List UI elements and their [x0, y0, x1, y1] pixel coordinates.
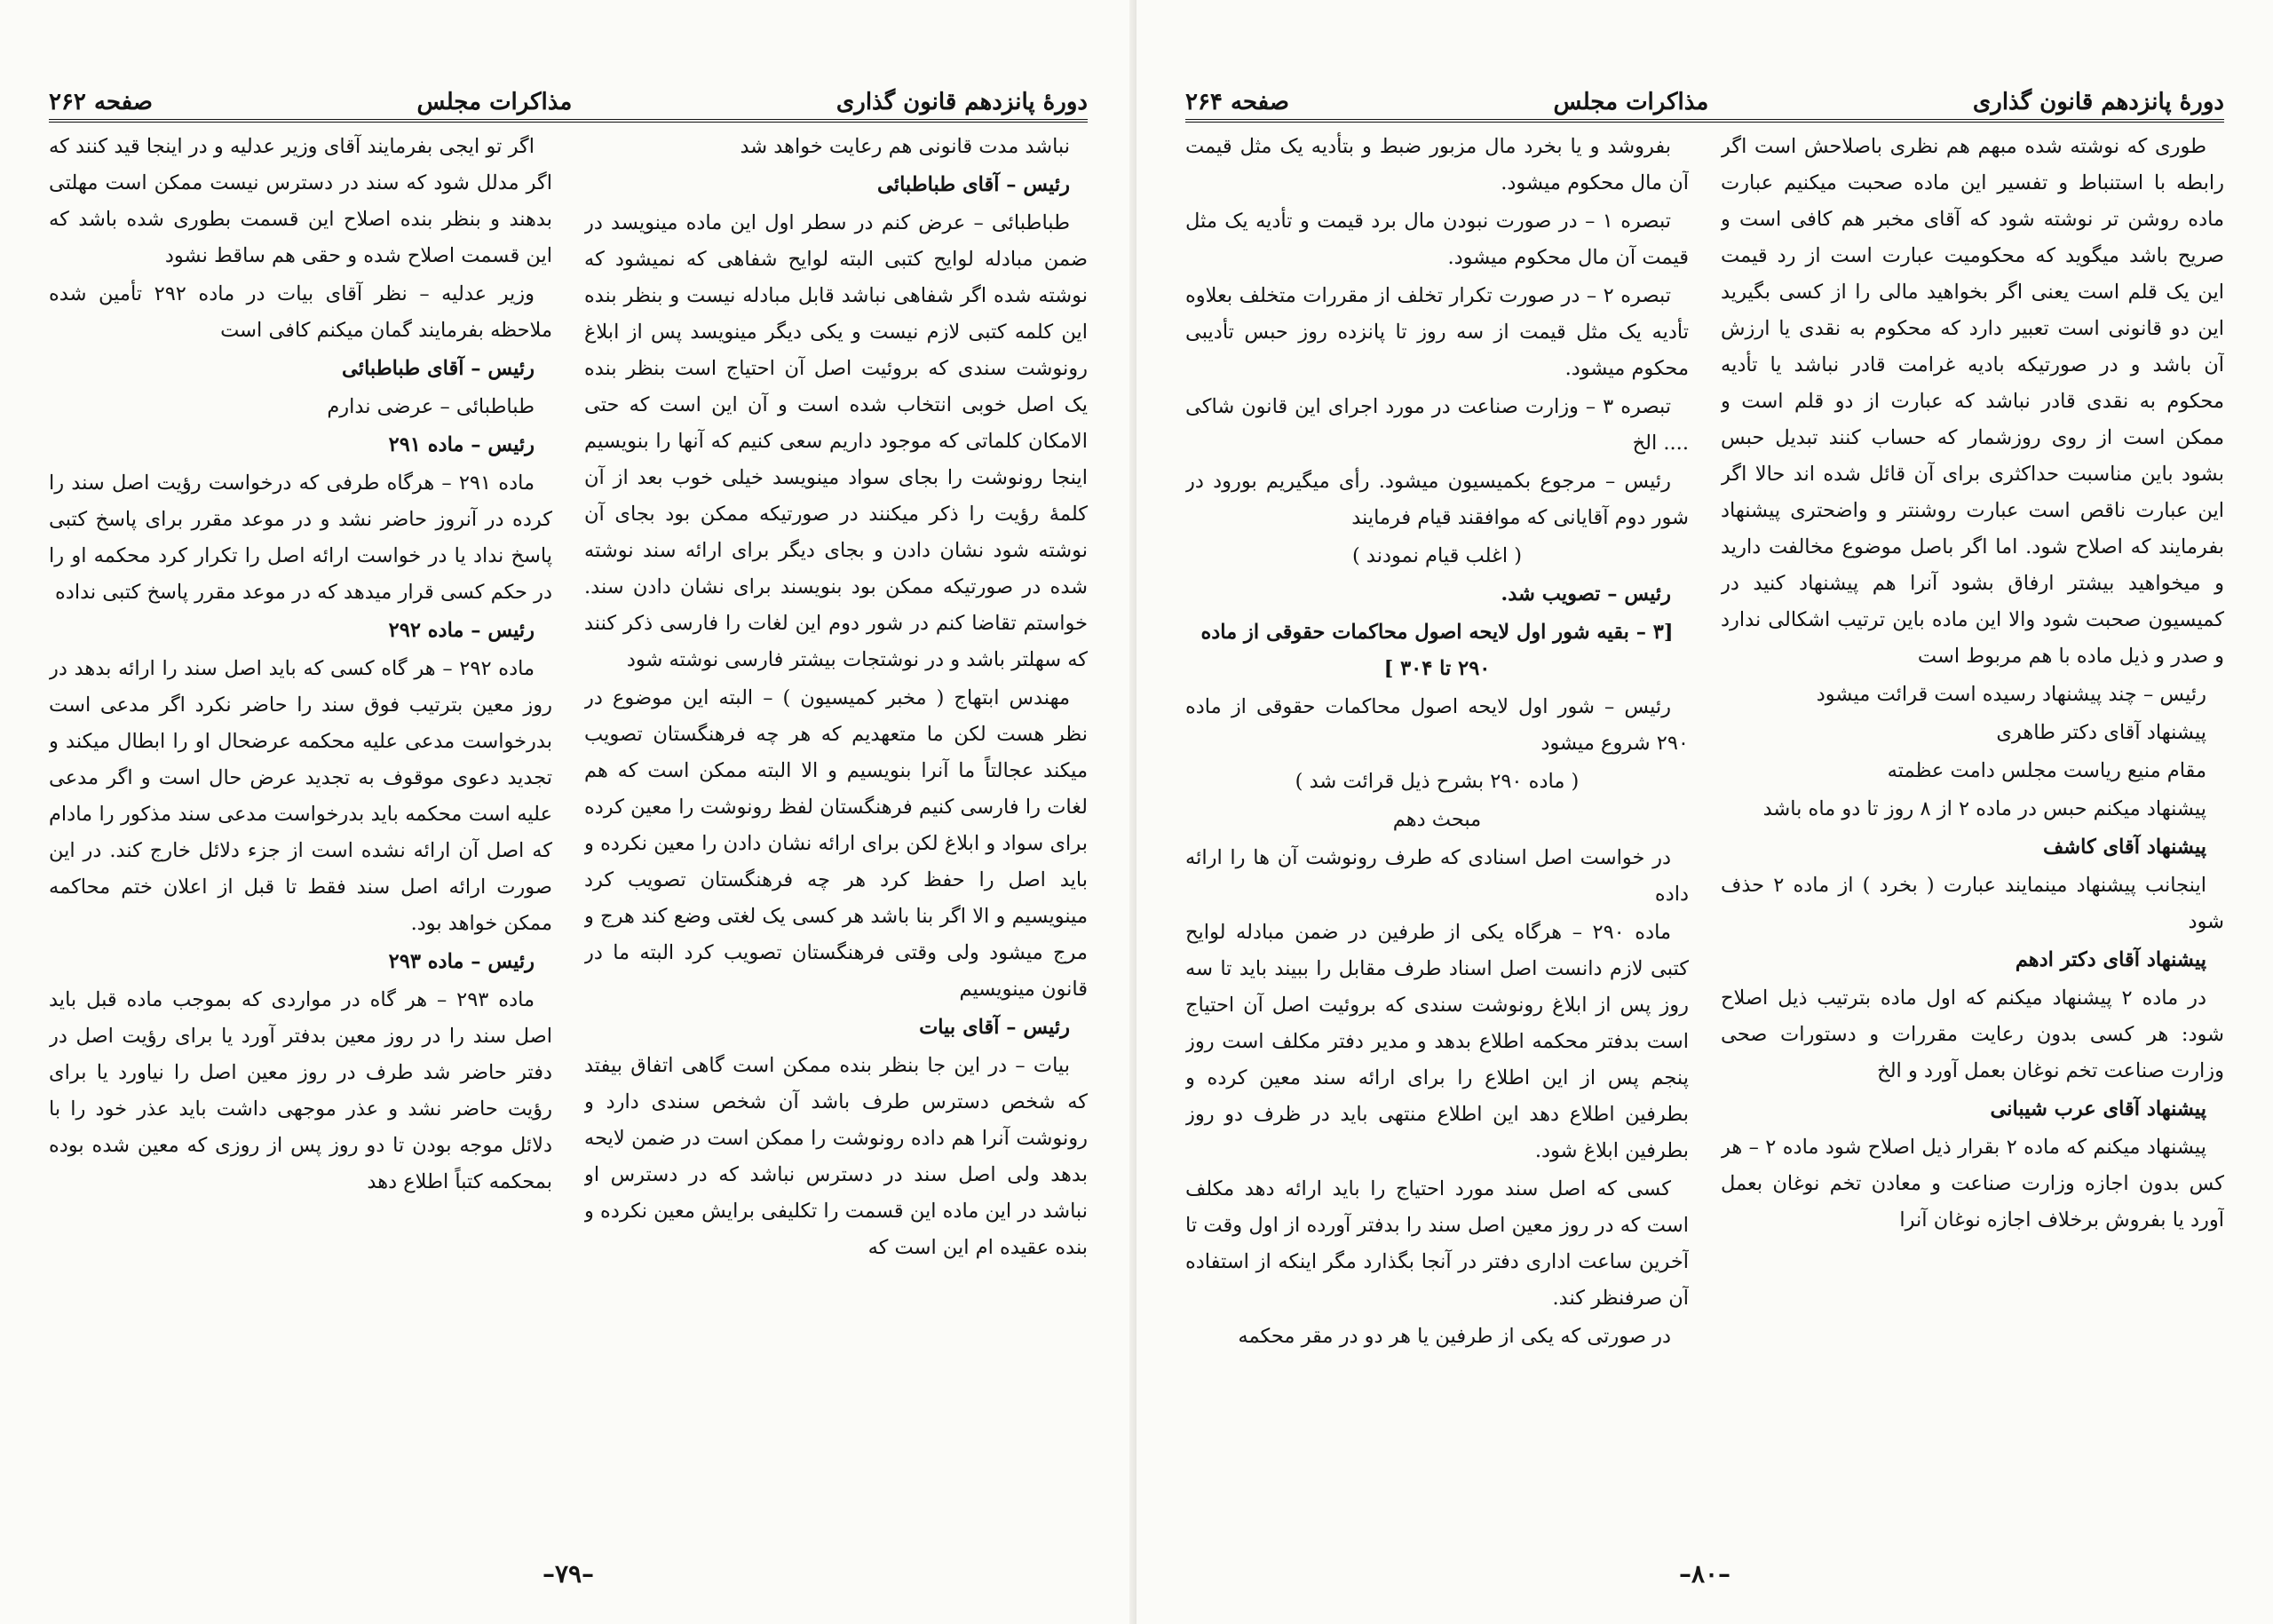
text-paragraph: مهندس ابتهاج ( مخبر کمیسیون ) – البته این موضوع در نظر هست لکن ما متعهدیم که هر چه فرهنگستان تصویب میکند عجالتاً ما آنرا بنویسیم و الا البته ممکن است که هم لغات را فارسی کنیم فرهنگستان لفظ رونوشت را معین کرده برای سواد و ابلاغ لکن برای ارائه نشان دادن را معین نکرده و باید اصل را حفظ کرد هر چه فرهنگستان تصویب کرد مینویسیم و الا اگر بنا باشد هر کسی یک لغتی وضع کند هرج و مرج میشود ولی وقتی فرهنگستان تصویب کرد البته ما در قانون مینویسیم — [584, 686, 1088, 1001]
speaker-line: پیشنهاد آقای عرب شیبانی — [1990, 1097, 2206, 1121]
text-paragraph: ماده ۲۹۰ – هرگاه یکی از طرفین در ضمن مبادله لوایح کتبی لازم دانست اصل اسناد طرف مقابل را ببیند باید تا سه روز پس از ابلاغ رونوشت سندی که بروئیت اصل آن احتیاج است بدفتر محکمه اطلاع بدهد و مدیر دفتر مکلف است روز پنجم پس از این اطلاع را برای ارائه سند معین کرده و بطرفین اطلاع دهد این اطلاع منتهی باید در ظرف دو روز بطرفین ابلاغ شود. — [1185, 921, 1689, 1162]
text-paragraph: وزیر عدلیه – نظر آقای بیات در ماده ۲۹۲ تأمین شده ملاحظه بفرمایند گمان میکنم کافی است — [49, 282, 552, 342]
text-paragraph: رئیس – چند پیشنهاد رسیده است قرائت میشود — [1816, 683, 2206, 706]
speaker-line: پیشنهاد آقای کاشف — [2042, 836, 2206, 859]
right-header-page-number: صفحه ۲۶۴ — [1185, 89, 1289, 116]
text-paragraph: پیشنهاد میکنم که ماده ۲ بقرار ذیل اصلاح شود ماده ۲ – هر کس بدون اجازه وزارت صناعت و معادن تخم نوغان بعمل آورد یا بفروش برخلاف اجازه نوغان آنرا — [1721, 1136, 2224, 1232]
text-paragraph: ماده ۲۹۱ – هرگاه طرفی که درخواست رؤیت اصل سند را کرده در آنروز حاضر نشد و در موعد مقرر برای پاسخ کتبی پاسخ نداد یا در خواست ارائه اصل را تکرار کرد محکمه او را در حکم کسی قرار میدهد که در موعد مقرر پاسخ کتبی نداده — [49, 471, 552, 604]
left-page — [0, 0, 1136, 1624]
text-paragraph: در صورتی که یکی از طرفین یا هر دو در مقر محکمه — [1238, 1325, 1671, 1348]
text-paragraph: در ماده ۲ پیشنهاد میکنم که اول ماده بترتیب ذیل اصلاح شود: هر کسی بدون رعایت مقررات و دستورات صحی وزارت صناعت تخم نوغان بعمل آورد و الخ — [1721, 986, 2224, 1082]
text-paragraph: تبصره ۳ – وزارت صناعت در مورد اجرای این قانون شاکی .... الخ — [1185, 395, 1689, 455]
text-paragraph: رئیس – شور اول لایحه اصول محاکمات حقوقی از ماده ۲۹۰ شروع میشود — [1185, 695, 1689, 755]
text-paragraph: تبصره ۲ – در صورت تکرار تخلف از مقررات متخلف بعلاوه تأدیه یک مثل قیمت از سه روز تا پانزده روز حبس تأدیبی محکوم میشود. — [1185, 284, 1689, 380]
text-paragraph: مقام منیع ریاست مجلس دامت عظمته — [1887, 759, 2206, 782]
text-paragraph: تبصره ۱ – در صورت نبودن مال برد قیمت و تأدیه یک مثل قیمت آن مال محکوم میشود. — [1185, 210, 1689, 269]
left-page-header — [49, 53, 1088, 115]
speaker-line: پیشنهاد آقای دکتر ادهم — [2015, 948, 2206, 971]
right-page-header — [1185, 53, 2224, 115]
text-paragraph: رئیس – مرجوع بکمیسیون میشود. رأی میگیریم بورود در شور دوم آقایانی که موافقند قیام فرمایند — [1185, 470, 1689, 529]
text-paragraph: طوری که نوشته شده مبهم هم نظری باصلاحش است اگر رابطه با استنباط و تفسیر این ماده صحبت میکنیم عبارت ماده روشن تر نوشته شود که آقای مخبر هم کافی است و صریح باشد میگوید که محکومیت عبارت است از رد قیمت این یک قلم است یعنی اگر بخواهید مالی را از کسی بگیرید این دو قانونی است تعبیر دارد که محکوم به نقدی یا ارزش آن باشد و در صورتیکه بادیه غرامت قادر نباشد یا تأدیه محکوم به نقدی قادر نباشد که عبارت از دو قلم است و ممکن است از روی روزشمار که حساب کنند تبدیل حبس بشود باین مناسبت حداکثری برای آن قائل شده اند حالا اگر این عبارت ناقص است عبارت روشنتر و واضحتری پیشنهاد بفرمایند که اصلاح شود. اما اگر باصل موضوع مخالفت دارید و میخواهید بیشتر ارفاق بشود آنرا هم پیشنهاد کنید در کمیسیون صحبت شود والا این ماده باین ترتیب اشکالی ندارد و صدر و ذیل ماده با هم مربوط است — [1721, 135, 2224, 668]
speaker-line: رئیس – ماده ۲۹۳ — [388, 950, 535, 973]
text-paragraph: پیشنهاد آقای دکتر طاهری — [1996, 721, 2206, 744]
speaker-line: رئیس – ماده ۲۹۱ — [388, 433, 535, 456]
left-column-2 — [49, 129, 552, 1526]
text-paragraph: بفروشد و یا بخرد مال مزبور ضبط و بتأدیه یک مثل قیمت آن مال محکوم میشود. — [1185, 135, 1689, 194]
text-paragraph: [۳ – بقیه شور اول لایحه اصول محاکمات حقوقی از ماده ۲۹۰ تا ۳۰۴ ] — [1200, 621, 1674, 680]
speaker-line: رئیس – آقای طباطبائی — [877, 173, 1070, 196]
speaker-line: رئیس – ماده ۲۹۲ — [388, 619, 535, 642]
right-columns — [1185, 129, 2224, 1526]
text-paragraph: نباشد مدت قانونی هم رعایت خواهد شد — [740, 135, 1070, 158]
text-paragraph: ( اغلب قیام نمودند ) — [1351, 544, 1523, 567]
right-header-title: مذاکرات مجلس — [1553, 89, 1709, 116]
left-folio: –۷۹– — [542, 1559, 595, 1588]
text-paragraph: ماده ۲۹۲ – هر گاه کسی که باید اصل سند را ارائه بدهد در روز معین بترتیب فوق سند را حاضر نکرد اگر مدعی است بدرخواست مدعی علیه محکمه عرضحال او را ابطال میکند و تجدید دعوی موقوف به تجدید عرض حال است و اگر مدعی علیه است محکمه باید بدرخواست مدعی سند مذکور را مادام که اصل آن ارائه نشده است از جزء دلائل خارج کند. در این صورت ارائه اصل سند فقط تا قبل از اعلان ختم محاکمه ممکن خواهد بود. — [49, 657, 552, 935]
left-header-title: مذاکرات مجلس — [416, 89, 573, 116]
speaker-line: رئیس – تصویب شد. — [1501, 582, 1671, 606]
right-column-1 — [1721, 129, 2224, 1526]
left-column-1 — [584, 129, 1088, 1526]
text-paragraph: مبحث دهم — [1392, 808, 1482, 831]
text-paragraph: بیات – در این جا بنظر بنده ممکن است گاهی اتفاق بیفتد که شخص دسترس طرف باشد آن شخص سندی دارد و رونوشت آنرا هم داده رونوشت را ممکن است در ضمن لایحه بدهد ولی اصل سند در دسترس نباشد که در دسترس او نباشد در این ماده این قسمت را تکلیفی برایش معین نکرده و بنده عقیده ام این است که — [584, 1054, 1088, 1259]
left-header-series: دورهٔ پانزدهم قانون گذاری — [836, 89, 1088, 116]
speaker-line: رئیس – آقای بیات — [919, 1016, 1070, 1039]
text-paragraph: اینجانب پیشنهاد مینمایند عبارت ( بخرد ) از ماده ۲ حذف شود — [1721, 874, 2224, 933]
text-paragraph: ماده ۲۹۳ – هر گاه در مواردی که بموجب ماده قبل باید اصل سند را در روز معین بدفتر آورد یا برای رؤیت اصل در دفتر حاضر شد طرف در روز معین اصل را نیاورد یا برای رؤیت حاضر نشد و عذر موجهی داشت باید عذر خود را با دلائل موجه بودن تا دو روز پس از روزی که معین شده بوده بمحکمه کتباً اطلاع دهد — [49, 988, 552, 1193]
text-paragraph: اگر تو ایجی بفرمایند آقای وزیر عدلیه و در اینجا قید کنند که اگر مدلل شود که سند در دسترس نیست ممکن است مهلتی بدهند و بنظر بنده اصلاح این قسمت بطوری شده باشد که این قسمت اصلاح شده و حقی هم ساقط نشود — [49, 135, 552, 267]
left-columns — [49, 129, 1088, 1526]
text-paragraph: پیشنهاد میکنم حبس در ماده ۲ از ۸ روز تا دو ماه باشد — [1762, 797, 2206, 820]
left-header-page-number: صفحه ۲۶۲ — [49, 89, 153, 116]
right-column-2 — [1185, 129, 1689, 1526]
right-header-series: دورهٔ پانزدهم قانون گذاری — [1972, 89, 2224, 116]
text-paragraph: در خواست اصل اسنادی که طرف رونوشت آن ها را ارائه داده — [1185, 846, 1689, 906]
right-header-rule — [1185, 119, 2224, 123]
right-folio: –۸۰– — [1678, 1559, 1731, 1588]
right-page — [1136, 0, 2273, 1624]
left-header-rule — [49, 119, 1088, 123]
speaker-line: رئیس – آقای طباطبائی — [342, 357, 535, 380]
text-paragraph: ( ماده ۲۹۰ بشرح ذیل قرائت شد ) — [1295, 770, 1580, 793]
text-paragraph: طباطبائی – عرضی ندارم — [327, 395, 535, 418]
text-paragraph: کسی که اصل سند مورد احتیاج را باید ارائه دهد مکلف است که در روز معین اصل سند را بدفتر آورده از اول وقت تا آخرین ساعت اداری دفتر در آنجا بگذارد مگر اینکه از استفاده آن صرفنظر کند. — [1185, 1177, 1689, 1310]
text-paragraph: طباطبائی – عرض کنم در سطر اول این ماده مینویسد در ضمن مبادله لوایح کتبی البته لوایح شفاهی که نمیشود که نوشته شده اگر شفاهی نباشد قابل مبادله نیست و بنظر بنده این کلمه کتبی لازم نیست و یکی دیگر مینویسد پس از ابلاغ رونوشت سندی که بروئیت اصل آن احتیاج است بنظر بنده یک اصل خوبی انتخاب شده است و آن این است که حتی الامکان کلماتی که موجود داریم سعی کنیم که آنها را بنویسیم اینجا رونوشت را بجای سواد مینویسد خیلی خوب بعد از آن کلمهٔ رؤیت را ذکر میکنند در صورتیکه ممکن بود بجای آن نوشته شود نشان دادن و بجای دیگر برای ارائه سند نوشته شده در صورتیکه ممکن بود بنویسند برای نشان دادن سند. خواستم تقاضا کنم در شور دوم این لغات را فارسی ذکر کنند که سهلتر باشد و در نوشتجات بیشتر فارسی نوشته شود — [584, 211, 1088, 671]
